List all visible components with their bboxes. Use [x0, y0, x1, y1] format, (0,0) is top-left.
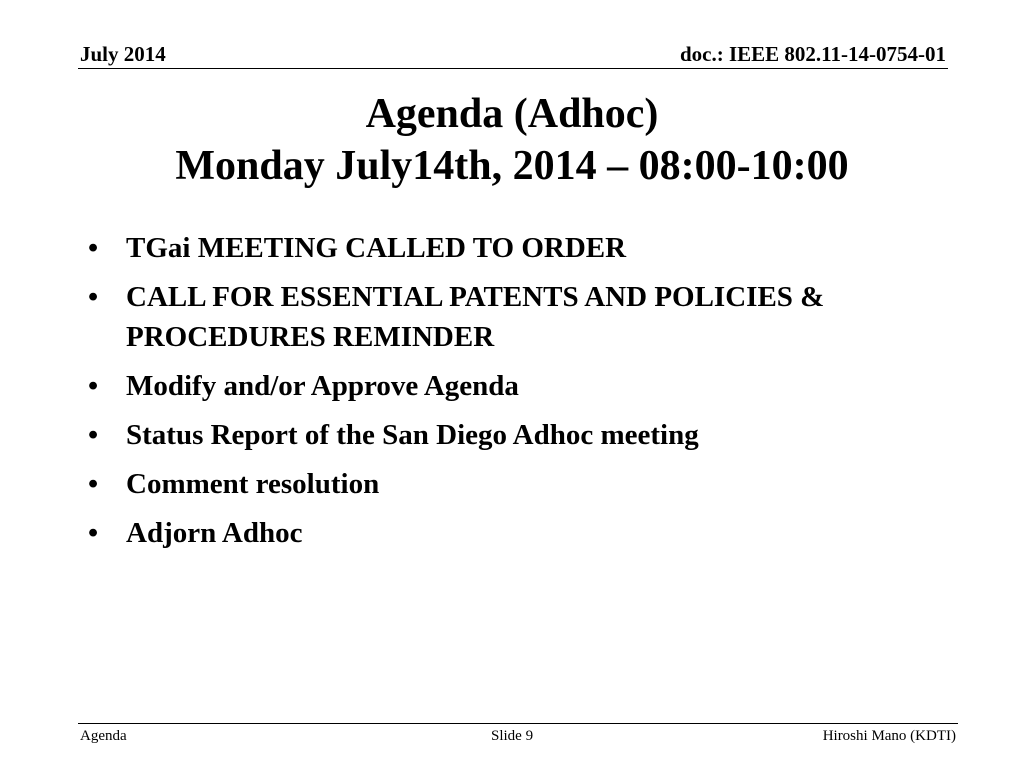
agenda-item — [88, 415, 948, 455]
agenda-item — [88, 277, 948, 357]
bullet-icon: • — [88, 232, 99, 264]
footer-divider — [78, 723, 958, 724]
title-line-1: Agenda (Adhoc) — [365, 91, 659, 137]
agenda-item — [88, 464, 948, 504]
agenda-item — [88, 513, 948, 553]
agenda-item-text: Adjorn Adhoc — [126, 517, 303, 549]
agenda-item-text: Comment resolution — [126, 468, 380, 500]
header-doc-id: doc.: IEEE 802.11-14-0754-01 — [679, 42, 946, 66]
bullet-icon: • — [88, 468, 99, 500]
agenda-item-text: Modify and/or Approve Agenda — [126, 370, 519, 402]
bullet-icon: • — [88, 281, 99, 313]
agenda-item-text: CALL FOR ESSENTIAL PATENTS AND POLICIES & PROCEDURES REMINDER — [126, 281, 825, 353]
footer-section: Agenda — [80, 728, 127, 744]
agenda-item-text: Status Report of the San Diego Adhoc meeting — [126, 419, 699, 451]
footer-author: Hiroshi Mano (KDTI) — [822, 728, 956, 744]
agenda-item — [88, 366, 948, 406]
agenda-list — [88, 228, 948, 562]
header-date: July 2014 — [80, 42, 166, 66]
header-divider — [78, 68, 948, 69]
bullet-icon: • — [88, 419, 99, 451]
footer-slide-number: Slide 9 — [491, 728, 534, 744]
title-line-2: Monday July14th, 2014 – 08:00-10:00 — [175, 143, 849, 189]
bullet-icon: • — [88, 370, 99, 402]
agenda-item-text: TGai MEETING CALLED TO ORDER — [126, 232, 627, 264]
agenda-item — [88, 228, 948, 268]
slide-title — [0, 88, 1024, 192]
bullet-icon: • — [88, 517, 99, 549]
